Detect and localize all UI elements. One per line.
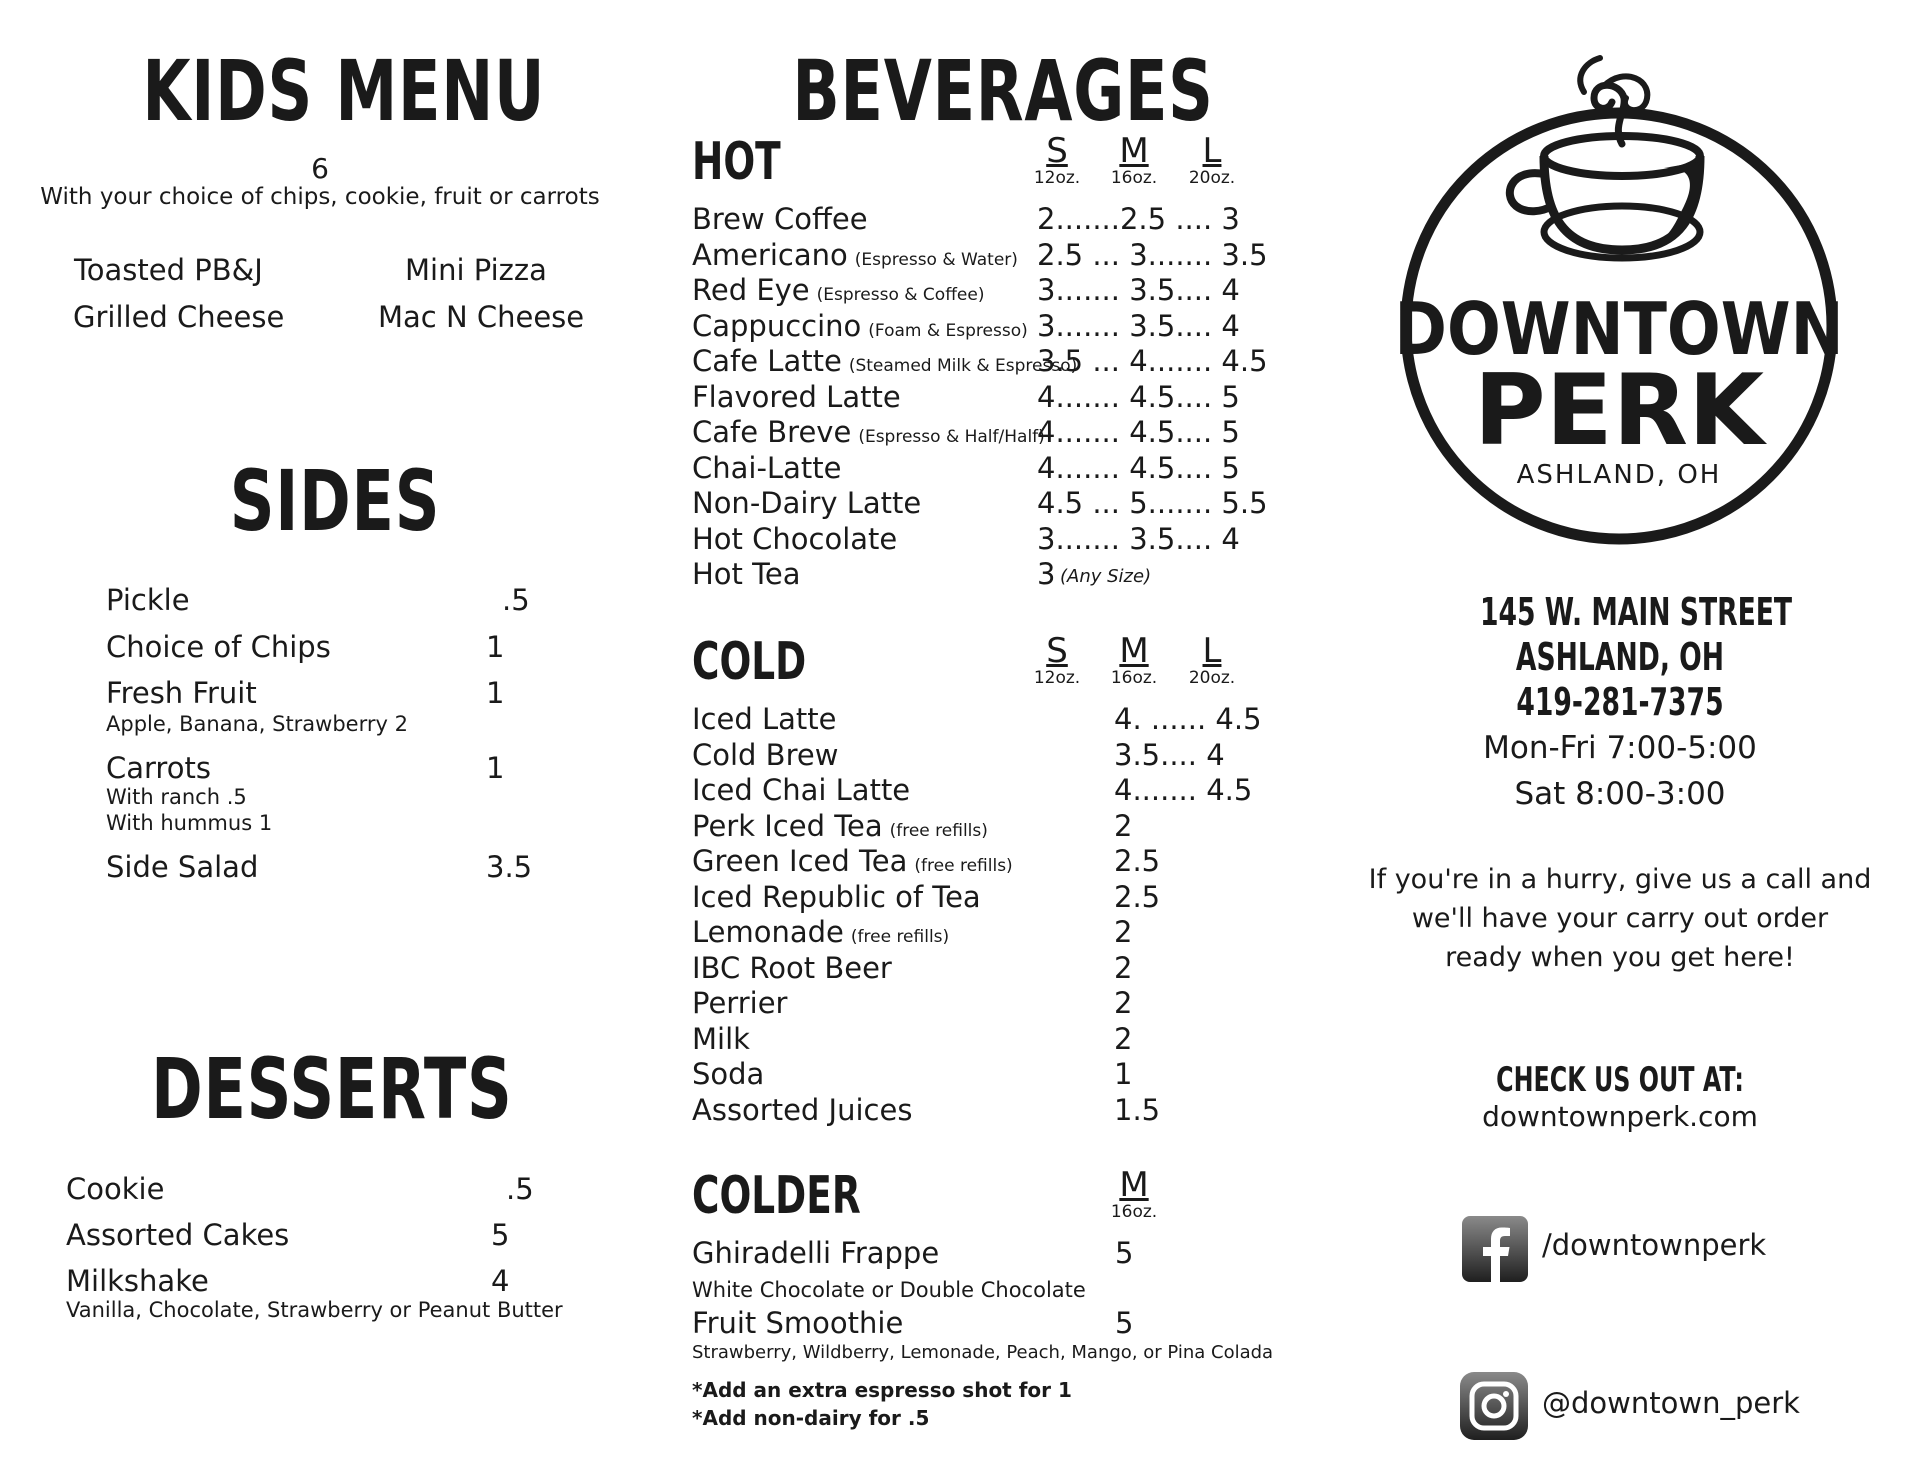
dessert-price: .5 [506, 1172, 534, 1206]
dessert-price: 4 [491, 1264, 510, 1298]
drink-item [692, 238, 1018, 272]
dessert-item: Assorted Cakes [66, 1218, 290, 1252]
colder-item: Ghiradelli Frappe [692, 1236, 940, 1270]
address-line2: ASHLAND, OH [1515, 635, 1725, 679]
drink-price: 4....... 4.5.... 5 [1037, 379, 1240, 414]
brand-line1: DOWNTOWN [1394, 287, 1844, 371]
drink-item [692, 702, 843, 736]
drink-price: 2 [1114, 1021, 1133, 1056]
drink-price: 3....... 3.5.... 4 [1037, 273, 1240, 307]
drink-item [692, 522, 904, 556]
drink-name: Red Eye [692, 273, 810, 307]
drink-detail: (Espresso & Half/Half) [858, 427, 1045, 447]
drink-price: 4....... 4.5 [1114, 773, 1253, 807]
colder-item: Fruit Smoothie [692, 1306, 904, 1340]
check-us-out: CHECK US OUT AT: [1496, 1060, 1744, 1100]
drink-name: Soda [692, 1057, 765, 1091]
drink-name: Non-Dairy Latte [692, 486, 922, 520]
side-item: Pickle [106, 583, 190, 617]
drink-item [692, 451, 848, 485]
dessert-note: Vanilla, Chocolate, Strawberry or Peanut Butter [66, 1298, 563, 1322]
side-price: 1 [486, 751, 505, 785]
brand-logo [1394, 36, 1844, 546]
hours-weekday: Mon-Fri 7:00-5:00 [1483, 730, 1757, 766]
drink-item [692, 415, 1045, 449]
drink-item [692, 809, 988, 843]
size-small: S 12oz. [1033, 631, 1081, 688]
drink-name: Americano [692, 237, 848, 272]
colder-note: Strawberry, Wildberry, Lemonade, Peach, Mango, or Pina Colada [692, 1342, 1274, 1363]
drink-price: 4....... 4.5.... 5 [1037, 450, 1240, 485]
colder-price: 5 [1115, 1306, 1134, 1340]
drink-price: 2 [1114, 915, 1133, 949]
drink-detail: (Espresso & Coffee) [816, 285, 985, 305]
side-price: 1 [486, 630, 505, 664]
drink-name: Iced Latte [692, 702, 837, 736]
side-item: Choice of Chips [106, 630, 331, 664]
drink-name: Hot Tea [692, 557, 801, 591]
drink-item [692, 880, 988, 914]
colder-price: 5 [1115, 1236, 1134, 1270]
kids-description: With your choice of chips, cookie, fruit or carrots [40, 184, 600, 210]
drink-item [692, 557, 808, 591]
drink-name: Cappuccino [692, 308, 862, 343]
website-link[interactable]: downtownperk.com [1482, 1100, 1758, 1133]
drink-detail: (Espresso & Water) [854, 249, 1018, 270]
side-note: With hummus 1 [106, 811, 273, 835]
dessert-price: 5 [491, 1218, 510, 1252]
size-medium: M 16oz. [1110, 631, 1158, 688]
hot-title: HOT [692, 132, 781, 192]
kids-item: Mac N Cheese [378, 300, 585, 334]
side-item: Carrots [106, 751, 211, 785]
side-price: .5 [502, 583, 530, 617]
facebook-handle[interactable]: /downtownperk [1542, 1228, 1767, 1262]
drink-item [692, 986, 794, 1020]
side-price: 3.5 [486, 850, 533, 884]
drink-price: 3....... 3.5.... 4 [1037, 308, 1240, 343]
coffee-cup-icon [1510, 136, 1700, 258]
drink-price: 3.5 ... 4....... 4.5 [1037, 344, 1268, 378]
drink-name: Green Iced Tea [692, 844, 908, 878]
instagram-handle[interactable]: @downtown_perk [1542, 1386, 1800, 1420]
drink-item [692, 951, 899, 985]
drink-item [692, 738, 845, 772]
drink-item [692, 915, 949, 949]
drink-price: 2 [1114, 950, 1133, 985]
brand-line2: PERK [1473, 354, 1765, 468]
drink-price: 3....... 3.5.... 4 [1037, 521, 1240, 556]
drink-detail: (Foam & Espresso) [868, 320, 1028, 341]
drink-name: Lemonade [692, 915, 844, 949]
drink-price: 2.5 [1114, 844, 1161, 878]
drink-name: Hot Chocolate [692, 521, 898, 556]
drink-price: 4. ...... 4.5 [1114, 702, 1262, 736]
size-large: L 20oz. [1188, 131, 1236, 188]
side-note: With ranch .5 [106, 785, 247, 809]
drink-name: Brew Coffee [692, 202, 868, 236]
dessert-item: Cookie [66, 1172, 165, 1206]
drink-detail: (Steamed Milk & Espresso) [848, 356, 1078, 376]
drink-name: Milk [692, 1021, 750, 1056]
kids-price: 6 [311, 152, 329, 185]
drink-price: 3.5.... 4 [1114, 737, 1225, 772]
size-medium: M 16oz. [1110, 131, 1158, 188]
drink-detail: (free refills) [850, 927, 950, 947]
kids-menu-title: KIDS MENU [142, 42, 546, 140]
drink-item [692, 773, 917, 807]
drink-name: Perrier [692, 986, 788, 1020]
drink-price: 2 [1114, 808, 1133, 843]
drink-item [692, 844, 1013, 878]
drink-name: Cafe Breve [692, 415, 852, 449]
drink-name: Chai-Latte [692, 450, 842, 485]
hurry-text: If you're in a hurry, give us a call and [1368, 864, 1872, 895]
drink-item [692, 273, 984, 307]
drink-item [692, 309, 1028, 343]
drink-item [692, 1022, 757, 1056]
drink-item [692, 380, 908, 414]
size-medium: M 16oz. [1110, 1165, 1158, 1222]
drink-name: Cold Brew [692, 737, 839, 772]
drink-price: 2 [1114, 986, 1133, 1020]
side-item: Side Salad [106, 850, 259, 884]
drink-name: Assorted Juices [692, 1092, 913, 1127]
drink-item [692, 202, 875, 236]
side-price: 1 [486, 676, 505, 710]
drink-name: IBC Root Beer [692, 950, 892, 985]
sides-title: SIDES [229, 452, 441, 550]
drink-item [692, 1093, 919, 1127]
drink-name: Iced Republic of Tea [692, 879, 981, 914]
desserts-title: DESSERTS [151, 1040, 513, 1138]
drink-name: Perk Iced Tea [692, 808, 883, 843]
facebook-icon[interactable] [1462, 1216, 1528, 1282]
brand-line3: ASHLAND, OH [1516, 460, 1722, 490]
drink-item [692, 486, 928, 520]
drink-name: Flavored Latte [692, 379, 901, 414]
size-small: S 12oz. [1033, 131, 1081, 188]
kids-item: Mini Pizza [405, 253, 547, 287]
addon-note: *Add non-dairy for .5 [692, 1406, 930, 1430]
drink-detail: (free refills) [914, 856, 1013, 876]
hot-tea-note: (Any Size) [1060, 566, 1152, 587]
drink-price: 2.5 ... 3....... 3.5 [1037, 237, 1268, 272]
kids-item: Toasted PB&J [74, 253, 263, 287]
colder-title: COLDER [692, 1166, 861, 1226]
drink-name: Iced Chai Latte [692, 773, 911, 807]
side-item: Fresh Fruit [106, 676, 257, 710]
cold-title: COLD [692, 632, 807, 692]
colder-note: White Chocolate or Double Chocolate [692, 1278, 1086, 1302]
kids-item: Grilled Cheese [73, 300, 285, 334]
drink-price: 3 [1037, 557, 1056, 591]
beverages-title: BEVERAGES [792, 42, 1214, 140]
drink-name: Cafe Latte [692, 344, 842, 378]
drink-detail: (free refills) [889, 820, 988, 841]
side-note: Apple, Banana, Strawberry 2 [106, 712, 408, 736]
hurry-text: ready when you get here! [1445, 942, 1795, 973]
drink-price: 4....... 4.5.... 5 [1037, 415, 1240, 449]
drink-item [692, 344, 1077, 378]
addon-note: *Add an extra espresso shot for 1 [692, 1378, 1072, 1402]
drink-price: 4.5 ... 5....... 5.5 [1037, 486, 1268, 520]
logo-graphic [1394, 36, 1844, 546]
hurry-text: we'll have your carry out order [1411, 903, 1829, 934]
size-large: L 20oz. [1188, 631, 1236, 688]
drink-price: 2.......2.5 .... 3 [1037, 202, 1240, 236]
dessert-item: Milkshake [66, 1264, 209, 1298]
drink-item [692, 1057, 771, 1091]
drink-price: 1.5 [1114, 1092, 1161, 1127]
address-line1: 145 W. MAIN STREET [1480, 590, 1793, 634]
instagram-icon[interactable] [1460, 1372, 1528, 1440]
drink-price: 2.5 [1114, 879, 1161, 914]
hours-saturday: Sat 8:00-3:00 [1514, 776, 1726, 812]
drink-price: 1 [1114, 1057, 1133, 1091]
phone-number[interactable]: 419-281-7375 [1516, 680, 1724, 724]
